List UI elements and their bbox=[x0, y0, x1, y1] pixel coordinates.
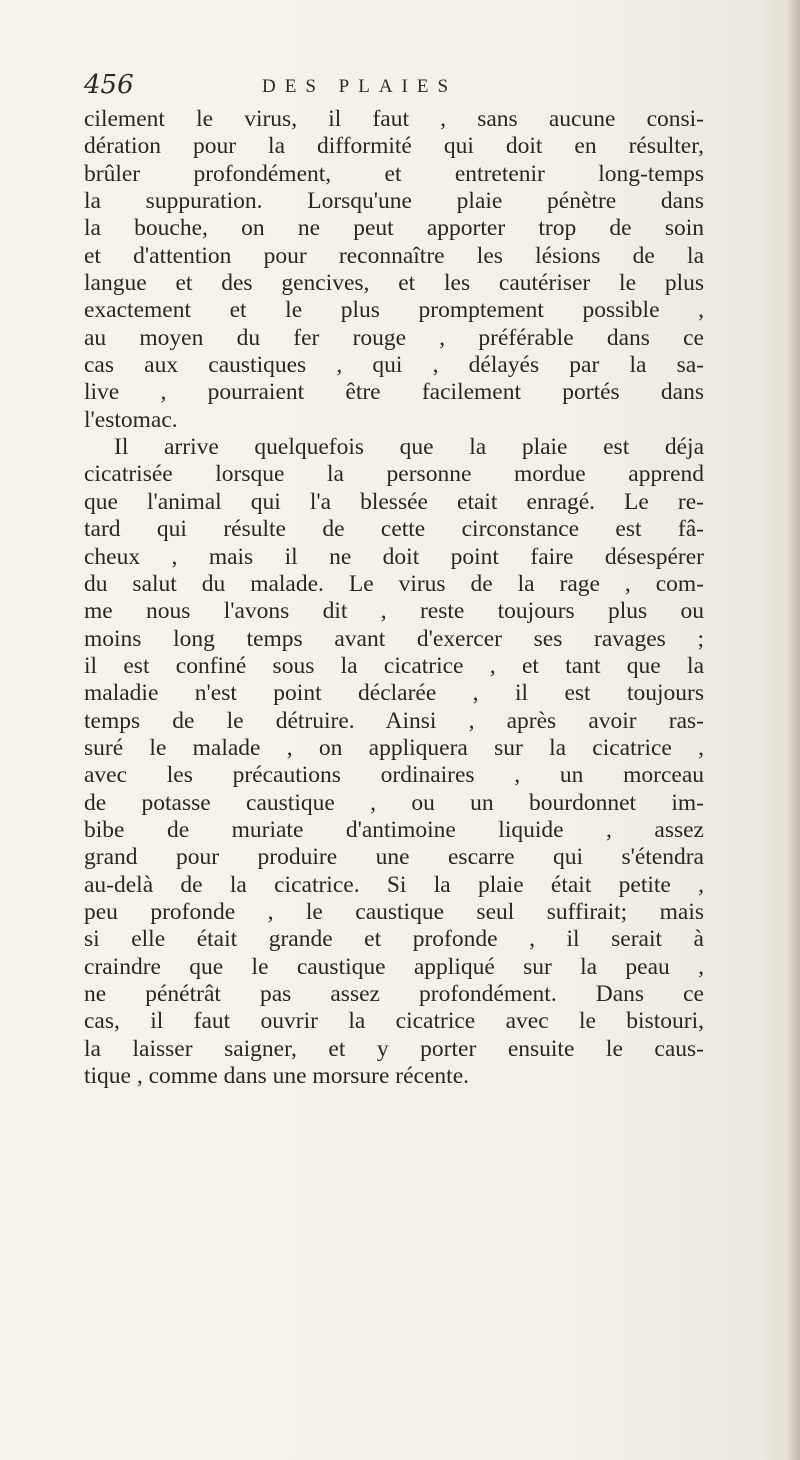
text-line: cheux , mais il ne doit point faire désespérer bbox=[84, 543, 704, 570]
text-line: que l'animal qui l'a blessée etait enragé. Le re- bbox=[84, 488, 704, 515]
text-line: ne pénétrât pas assez profondément. Dans ce bbox=[84, 981, 704, 1007]
text-line: peu profonde , le caustique seul suffirait; mais bbox=[84, 898, 704, 925]
text-line: l'estomac. bbox=[84, 406, 178, 433]
text-line: exactement et le plus promptement possible , bbox=[84, 297, 704, 324]
text-line: et d'attention pour reconnaître les lésions de la bbox=[84, 242, 704, 269]
text-line: craindre que le caustique appliqué sur la peau , bbox=[84, 953, 704, 980]
text-line: moins long temps avant d'exercer ses ravages ; bbox=[84, 625, 704, 652]
text-line: de potasse caustique , ou un bourdonnet im- bbox=[84, 789, 704, 816]
text-line: la laisser saigner, et y porter ensuite le caus- bbox=[84, 1035, 704, 1062]
page-edge-shadow bbox=[786, 0, 800, 1460]
text-line: brûler profondément, et entretenir long-temps bbox=[84, 160, 704, 187]
text-line: dération pour la difformité qui doit en résulter, bbox=[84, 133, 704, 160]
text-line: cicatrisée lorsque la personne mordue apprend bbox=[84, 461, 704, 488]
text-line: du salut du malade. Le virus de la rage , com- bbox=[84, 570, 704, 597]
text-line: au moyen du fer rouge , préférable dans ce bbox=[84, 324, 704, 351]
text-line: si elle était grande et profonde , il serait à bbox=[84, 926, 704, 953]
text-line: tard qui résulte de cette circonstance est fâ- bbox=[84, 516, 704, 543]
running-title: DES PLAIES bbox=[262, 76, 458, 97]
text-line: temps de le détruire. Ainsi , après avoir ras- bbox=[84, 707, 704, 734]
text-line: live , pourraient être facilement portés dans bbox=[84, 379, 704, 406]
text-line: langue et des gencives, et les cautériser le plus bbox=[84, 270, 704, 297]
text-line: Il arrive quelquefois que la plaie est déja bbox=[114, 434, 704, 461]
page-number: 456 bbox=[84, 70, 134, 100]
text-line: la bouche, on ne peut apporter trop de soin bbox=[84, 215, 704, 242]
text-line: tique , comme dans une morsure récente. bbox=[84, 1063, 469, 1090]
text-line: cas, il faut ouvrir la cicatrice avec le bistouri, bbox=[84, 1008, 704, 1035]
text-line: au-delà de la cicatrice. Si la plaie était petite , bbox=[84, 871, 704, 898]
text-line: cilement le virus, il faut , sans aucune consi- bbox=[84, 106, 704, 132]
text-line: grand pour produire une escarre qui s'étendra bbox=[84, 844, 704, 871]
text-line: suré le malade , on appliquera sur la cicatrice , bbox=[84, 734, 704, 761]
text-line: cas aux caustiques , qui , délayés par la sa- bbox=[84, 352, 704, 379]
body-text bbox=[84, 106, 704, 1090]
page-header bbox=[84, 70, 704, 106]
text-line: maladie n'est point déclarée , il est toujours bbox=[84, 680, 704, 707]
text-line: avec les précautions ordinaires , un morceau bbox=[84, 762, 704, 789]
text-line: bibe de muriate d'antimoine liquide , assez bbox=[84, 816, 704, 843]
text-line: il est confiné sous la cicatrice , et tant que la bbox=[84, 652, 704, 679]
text-line: me nous l'avons dit , reste toujours plus ou bbox=[84, 598, 704, 625]
text-line: la suppuration. Lorsqu'une plaie pénètre dans bbox=[84, 188, 704, 215]
